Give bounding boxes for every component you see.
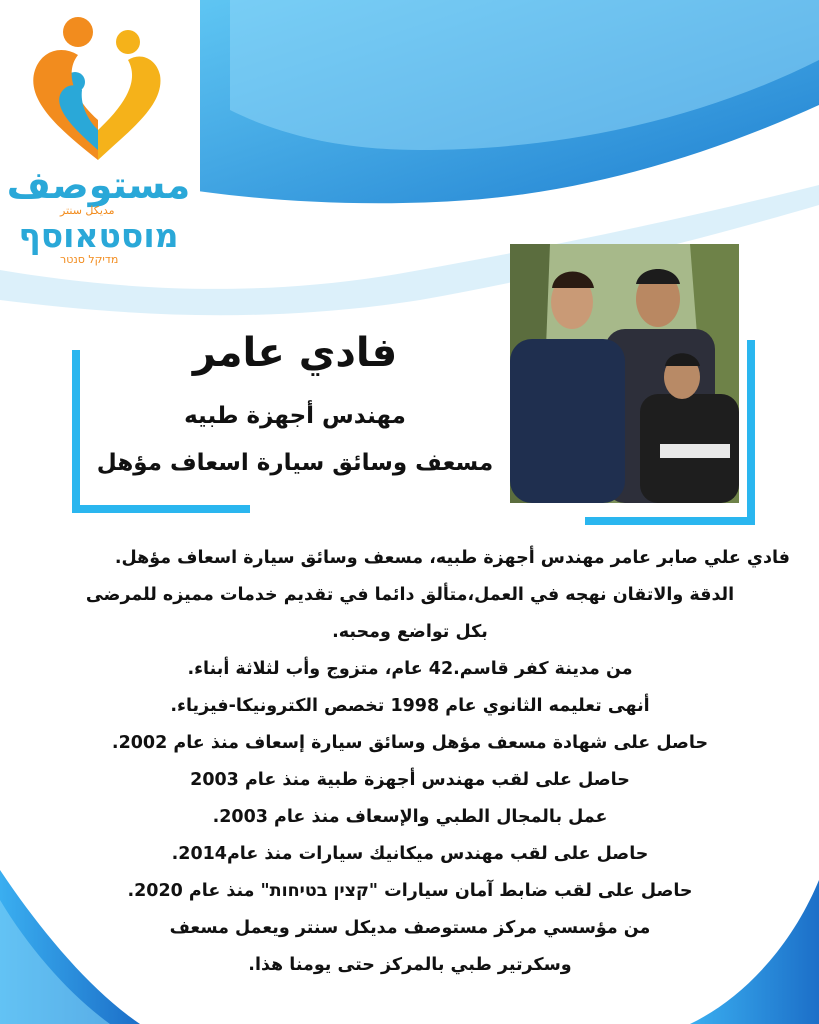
bio-line: حاصل على شهادة مسعف مؤهل وسائق سيارة إسعاف منذ عام 2002. [111,733,709,753]
frame-accent-right-bottom [585,517,755,525]
profile-role-line1: مهندس أجهزة طبيه [184,403,406,429]
profile-name: فادي عامر [192,330,398,376]
logo-arabic-name: مستوصف [6,163,191,207]
bio-line: عمل بالمجال الطبي والإسعاف منذ عام 2003. [212,807,608,827]
bio-line: من مؤسسي مركز مستوصف مديكل سنتر ويعمل مسعف [169,918,651,938]
bio-line: أنهى تعليمه الثانوي عام 1998 تخصص الكترونيكا-فيزياء. [170,696,650,716]
family-heart-icon [0,0,200,170]
frame-accent-right [747,340,755,525]
logo-hebrew-sub: מדיקל סנטר [60,253,119,266]
bio-line: حاصل على لقب مهندس أجهزة طبية منذ عام 2003 [190,770,630,790]
bio-line: حاصل على لقب مهندس ميكانيك سيارات منذ عام2014. [171,844,649,864]
bio-line: وسكرتير طبي بالمركز حتى يومنا هذا. [248,955,572,975]
profile-role-line2: مسعف وسائق سيارة اسعاف مؤهل [96,450,494,476]
bio-line: فادي علي صابر عامر مهندس أجهزة طبيه، مسعف وسائق سيارة اسعاف مؤهل. [114,548,790,568]
logo-arabic-sub: مديكل سنتر [60,204,115,217]
bio-section [20,540,800,984]
logo-hebrew-name: מוסטאוסף [18,216,179,255]
frame-accent-left-bottom [72,505,250,513]
clinic-logo [0,0,200,270]
bio-line: الدقة والاتقان نهجه في العمل،متألق دائما في تقديم خدمات مميزه للمرضى [85,585,735,605]
bio-line: من مدينة كفر قاسم.42 عام، متزوج وأب لثلاثة أبناء. [187,659,633,679]
bio-line: بكل تواضع ومحبه. [332,622,488,642]
frame-accent-left [72,350,80,512]
profile-photo [510,244,739,503]
bio-line: حاصل على لقب ضابط آمان سيارات "קצין בטיחות" منذ عام 2020. [127,881,693,901]
